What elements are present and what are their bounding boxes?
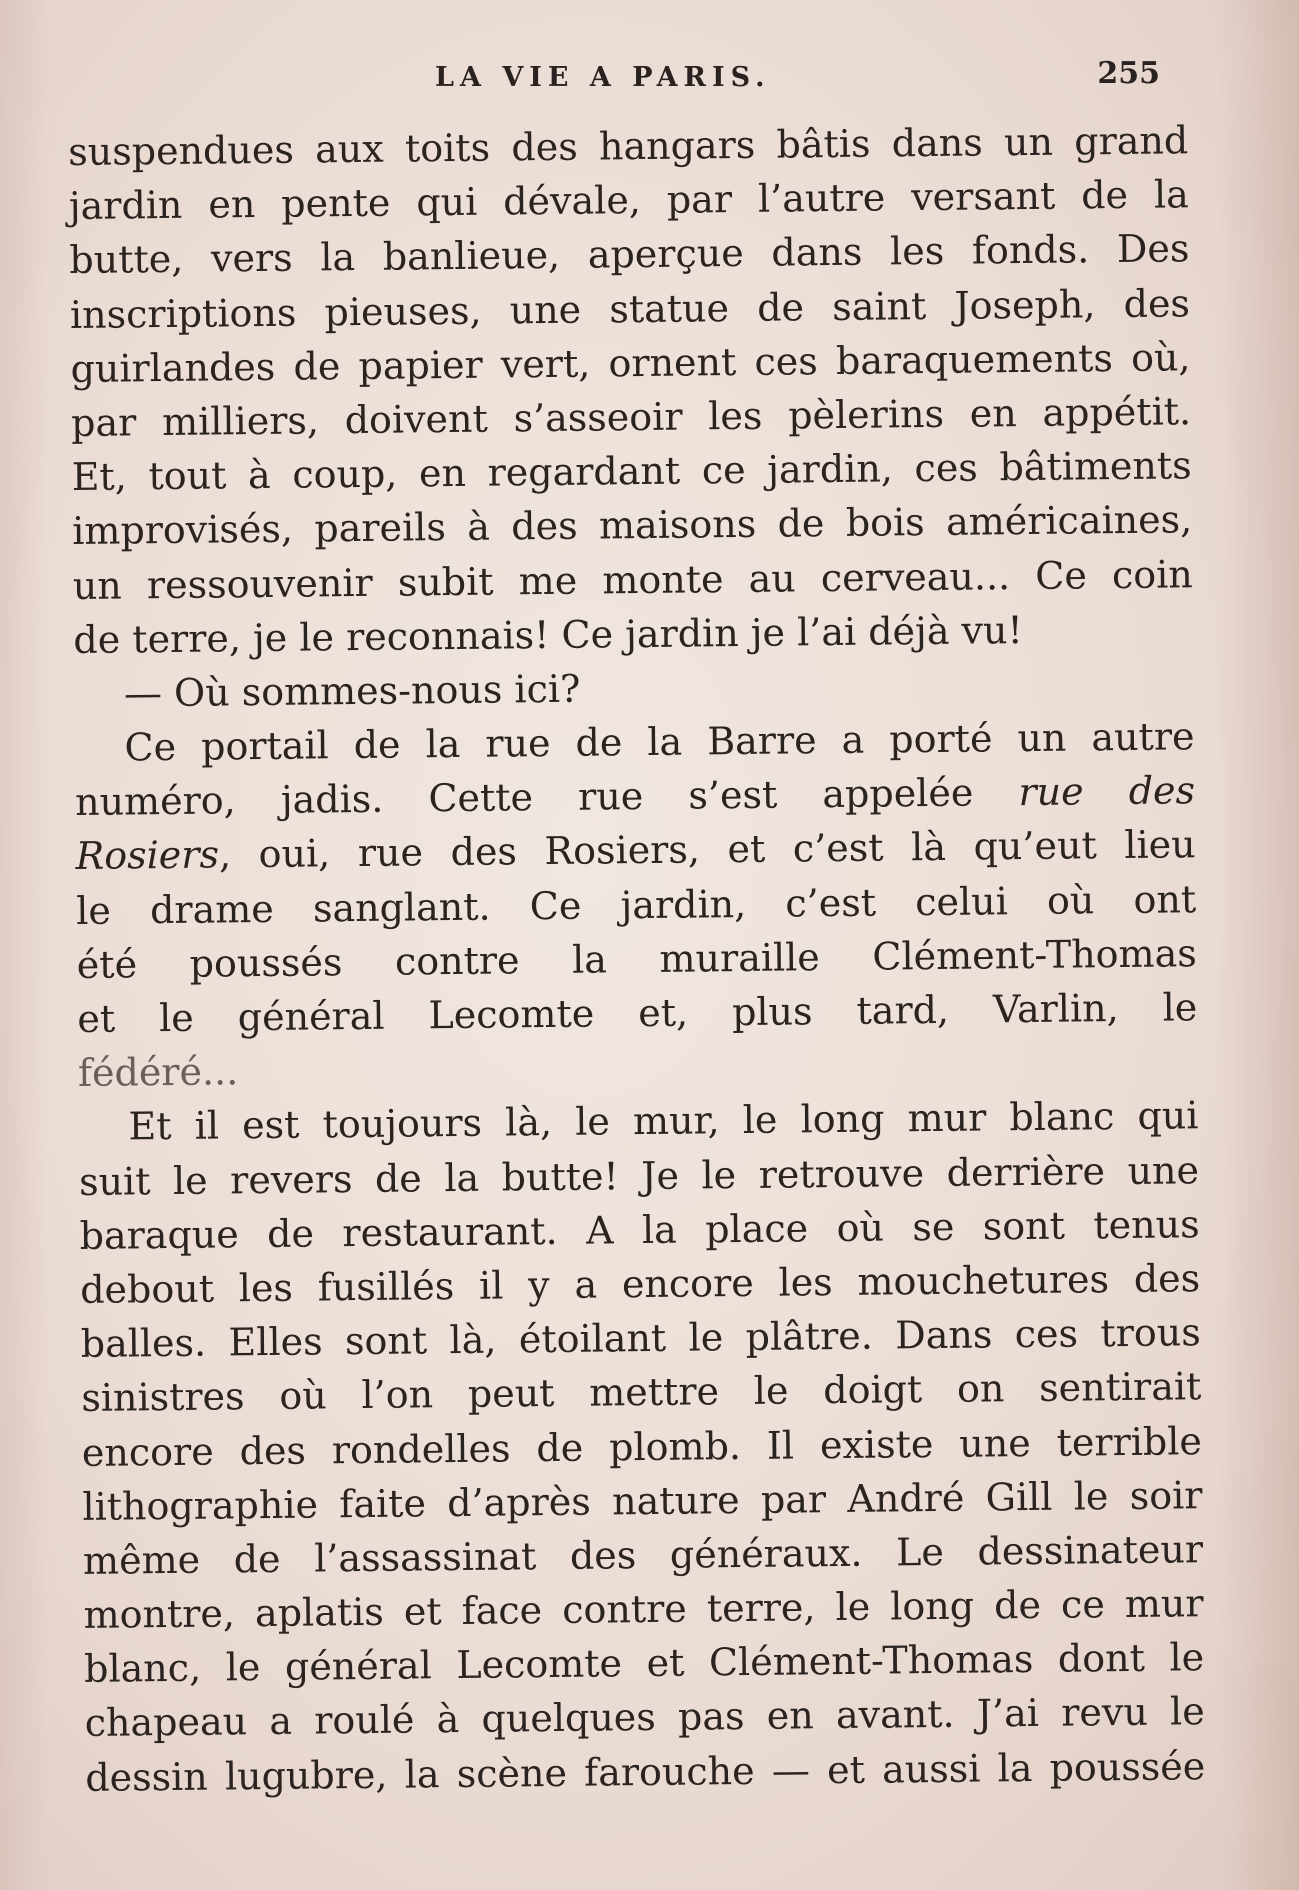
text-line: encore des rondelles de plomb. Il existe une terrible: [81, 1418, 1203, 1475]
text-line: dessin lugubre, la scène farouche — et aussi la poussée: [85, 1743, 1206, 1800]
running-header: [70, 56, 1160, 102]
text-line: suit le revers de la butte! Je le retrouve derrière une: [78, 1147, 1200, 1204]
text-line: guirlandes de papier vert, ornent ces baraquements où,: [70, 335, 1191, 391]
text-line: lithographie faite d’après nature par André Gill le soir: [82, 1472, 1203, 1529]
text-line: debout les fusillés il y a encore les mouchetures des: [79, 1256, 1201, 1312]
text-line: sinistres où l’on peut mettre le doigt on sentirait: [81, 1364, 1202, 1421]
text-line: même de l’assassinat des généraux. Le dessinateur: [82, 1527, 1204, 1583]
text-line: un ressouvenir subit me monte au cerveau... Ce coin: [72, 551, 1193, 608]
paragraph-start-line: Ce portail de la rue de la Barre a porté un autre: [124, 714, 1195, 770]
page-edge-shadow: [1219, 0, 1299, 1890]
text-segment: numéro, jadis. Cette rue s’est appelée: [74, 770, 974, 825]
paragraph-start-line: Et il est toujours là, le mur, le long mur blanc qui: [128, 1093, 1199, 1149]
page-gutter-shadow: [0, 0, 50, 1890]
italic-text: rue des: [1018, 768, 1196, 815]
text-line: Et, tout à coup, en regardant ce jardin, ces bâtiments: [71, 443, 1192, 500]
italic-text: Rosiers: [75, 832, 220, 879]
text-line: butte, vers la banlieue, aperçue dans les fonds. Des: [69, 226, 1190, 283]
page-number: 255: [1097, 56, 1160, 91]
text-line: et le général Lecomte et, plus tard, Varlin, le: [77, 985, 1198, 1041]
text-line: jardin en pente qui dévale, par l’autre versant de la: [68, 172, 1190, 229]
text-line: chapeau a roulé à quelques pas en avant. J’ai revu le: [84, 1689, 1205, 1746]
text-line: balles. Elles sont là, étoilant le plâtre. Dans ces trous: [80, 1310, 1201, 1367]
text-line: improvisés, pareils à des maisons de bois américaines,: [72, 497, 1193, 554]
text-line: suspendues aux toits des hangars bâtis dans un grand: [68, 118, 1189, 174]
dialogue-line: — Où sommes-nous ici?: [123, 666, 581, 716]
body-text: [68, 113, 1206, 1804]
text-line: de terre, je le reconnais! Ce jardin je l’ai déjà vu!: [73, 607, 1023, 662]
text-line: inscriptions pieuses, une statue de saint Joseph, des: [69, 280, 1191, 337]
text-line: par milliers, doivent s’asseoir les pèlerins en appétit.: [70, 389, 1192, 445]
text-line: blanc, le général Lecomte et Clément-Thomas dont le: [83, 1635, 1205, 1692]
running-title: LA VIE A PARIS.: [435, 62, 771, 93]
text-segment: , oui, rue des Rosiers, et c’est là qu’eut lieu: [218, 822, 1196, 877]
text-line: baraque de restaurant. A la place où se sont tenus: [79, 1201, 1200, 1258]
text-line: fédéré...: [77, 1049, 239, 1096]
text-line: montre, aplatis et face contre terre, le long de ce mur: [83, 1581, 1204, 1637]
text-line: le drame sanglant. Ce jardin, c’est celui où ont: [75, 876, 1197, 933]
text-line: été poussés contre la muraille Clément-Thomas: [76, 931, 1197, 987]
